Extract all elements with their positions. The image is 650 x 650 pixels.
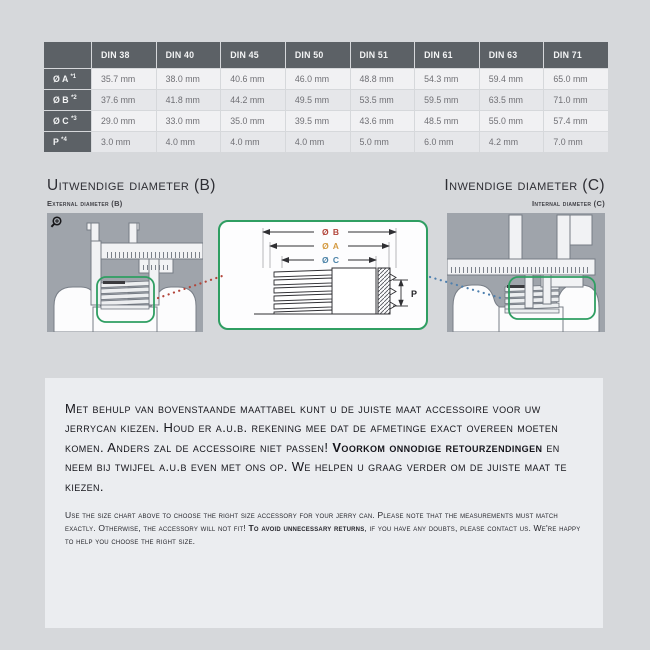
section-headings (47, 177, 605, 208)
info-panel (45, 378, 603, 628)
table-cell: 33.0 mm (156, 111, 221, 132)
row-label-c: Ø C $^{*3}$ (44, 111, 92, 132)
dim-p-label: P (411, 289, 418, 299)
table-cell: 48.5 mm (415, 111, 480, 132)
table-cell: 57.4 mm (544, 111, 609, 132)
table-cell: 44.2 mm (221, 90, 286, 111)
dim-c-label: Ø C (321, 255, 341, 265)
table-cell: 39.5 mm (285, 111, 350, 132)
table-cell: 29.0 mm (92, 111, 157, 132)
row-label-a: Ø A $^{*1}$ (44, 69, 92, 90)
table-cell: 65.0 mm (544, 69, 609, 90)
info-text-en-pre: Use the size chart above to choose the right size accessory for your jerry can. Please note that the measurements must match exactly. Otherwise, the accessory will not fit! (65, 510, 558, 534)
internal-diameter-heading (444, 177, 605, 208)
table-cell: 48.8 mm (350, 69, 415, 90)
table-cell: 63.5 mm (479, 90, 544, 111)
column-header-din50: DIN 50 (285, 42, 350, 69)
info-text-en-post: , if you have any doubts, please contact us. We're happy to help you choose the right size. (65, 523, 581, 547)
table-cell: 4.0 mm (156, 132, 221, 153)
column-header-din51: DIN 51 (350, 42, 415, 69)
external-diameter-heading (47, 177, 216, 208)
column-header-din38: DIN 38 (92, 42, 157, 69)
column-header-din63: DIN 63 (479, 42, 544, 69)
table-cell: 54.3 mm (415, 69, 480, 90)
thread-cap-mark (103, 281, 125, 284)
table-row-c (44, 111, 609, 132)
table-cell: 59.4 mm (479, 69, 544, 90)
table-row-a (44, 69, 609, 90)
table-cell: 55.0 mm (479, 111, 544, 132)
table-row-b (44, 90, 609, 111)
table-cell: 46.0 mm (285, 69, 350, 90)
table-cell: 4.0 mm (285, 132, 350, 153)
info-text-nl-post: en neem bij twijfel a.u.b even met ons op. We helpen u graag verder om de juiste maat te kiezen. (65, 439, 567, 494)
table-cell: 43.6 mm (350, 111, 415, 132)
table-cell: 35.0 mm (221, 111, 286, 132)
info-text-nl-bold: Voorkom onnodige retourzendingen (332, 439, 543, 455)
row-label-b: Ø B $^{*2}$ (44, 90, 92, 111)
table-cell: 53.5 mm (350, 90, 415, 111)
internal-measurement-illustration (447, 213, 605, 332)
table-header-row (44, 42, 609, 69)
table-cell: 59.5 mm (415, 90, 480, 111)
table-cell: 4.2 mm (479, 132, 544, 153)
table-cell: 4.0 mm (221, 132, 286, 153)
table-cell: 5.0 mm (350, 132, 415, 153)
table-cell: 6.0 mm (415, 132, 480, 153)
table-row-p (44, 132, 609, 153)
table-cell: 49.5 mm (285, 90, 350, 111)
table-cell: 7.0 mm (544, 132, 609, 153)
row-label-p: P $^{*4}$ (44, 132, 92, 153)
info-text-nl (65, 399, 584, 496)
thread-dimension-drawing (220, 222, 426, 328)
size-table (43, 41, 609, 153)
info-text-en (65, 509, 584, 548)
caliper-external-drawing (47, 213, 203, 332)
corner-cell (44, 42, 92, 69)
table-cell: 35.7 mm (92, 69, 157, 90)
table-cell: 38.0 mm (156, 69, 221, 90)
info-text-nl-pre: Met behulp van bovenstaande maattabel kunt u de juiste maat accessoire voor uw jerrycan kiezen. Houd er a.u.b. rekening mee dat de afmetinge exact overeen moeten komen. Anders zal de accessoire niet passen! (65, 401, 559, 455)
column-header-din45: DIN 45 (221, 42, 286, 69)
column-header-din71: DIN 71 (544, 42, 609, 69)
external-measurement-illustration (47, 213, 203, 332)
external-diameter-title: Uitwendige diameter (B) (47, 177, 216, 194)
dim-b-label: Ø B (321, 227, 341, 237)
table-cell: 40.6 mm (221, 69, 286, 90)
table-cell: 71.0 mm (544, 90, 609, 111)
internal-diameter-title: Inwendige diameter (C) (444, 177, 605, 194)
external-diameter-subtitle: External diameter (B) (47, 199, 123, 208)
table-cell: 3.0 mm (92, 132, 157, 153)
magnifier-icon (50, 216, 63, 229)
column-header-din61: DIN 61 (415, 42, 480, 69)
caliper-internal-drawing (447, 213, 605, 332)
internal-diameter-subtitle: Internal diameter (C) (532, 199, 605, 208)
table-cell: 37.6 mm (92, 90, 157, 111)
dim-a-label: Ø A (322, 241, 340, 251)
column-header-din40: DIN 40 (156, 42, 221, 69)
info-text-en-bold: To avoid unnecessary returns (248, 523, 365, 534)
table-cell: 41.8 mm (156, 90, 221, 111)
dimension-diagram-panel (218, 220, 428, 330)
